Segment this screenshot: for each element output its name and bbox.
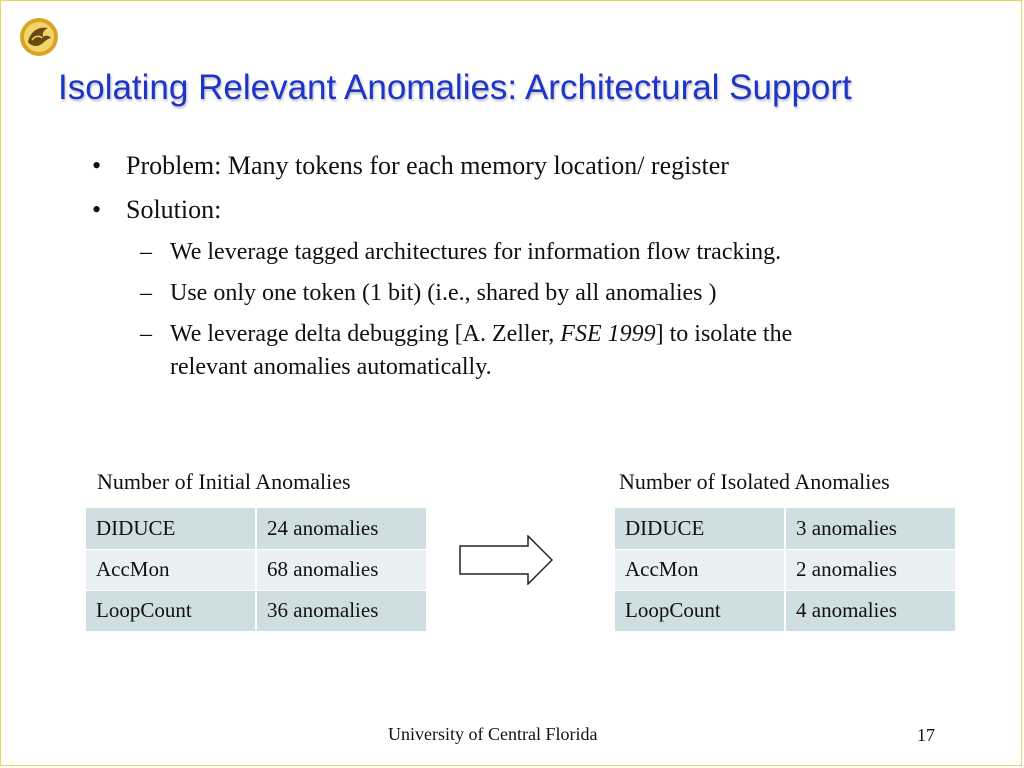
tool-cell: DIDUCE (615, 508, 785, 549)
initial-anomalies-table (86, 508, 426, 632)
bullet-problem-text: Problem: Many tokens for each memory location/ register (126, 151, 729, 180)
count-cell: 4 anomalies (785, 590, 955, 631)
table-row (86, 549, 426, 590)
table-row (615, 508, 955, 549)
tool-cell: AccMon (615, 549, 785, 590)
bullet-dot-icon: • (92, 195, 102, 224)
page-number: 17 (917, 725, 935, 745)
sub-bullet-one-token-text: Use only one token (1 bit) (i.e., shared by all anomalies ) (170, 280, 717, 306)
pegasus-logo-icon (18, 16, 60, 58)
bullet-dot-icon: • (92, 151, 102, 180)
sub-bullet-one-token (92, 277, 870, 310)
count-cell: 2 anomalies (785, 549, 955, 590)
sub-bullet-delta-citation: FSE 1999 (560, 321, 656, 347)
count-cell: 3 anomalies (785, 508, 955, 549)
count-cell: 68 anomalies (256, 549, 426, 590)
tool-cell: DIDUCE (86, 508, 256, 549)
table-row (86, 508, 426, 549)
sub-bullet-dash: – (140, 239, 152, 265)
footer-university: University of Central Florida (388, 724, 598, 744)
bullet-solution (92, 194, 952, 226)
count-cell: 24 anomalies (256, 508, 426, 549)
table-row (86, 590, 426, 631)
sub-bullet-dash: – (140, 321, 152, 347)
table-row (615, 590, 955, 631)
sub-bullet-dash: – (140, 280, 152, 306)
isolated-anomalies-label: Number of Isolated Anomalies (619, 469, 890, 494)
sub-bullet-delta-post: ] to isolate the relevant anomalies automatically. (170, 321, 793, 380)
tool-cell: LoopCount (86, 590, 256, 631)
sub-bullet-delta-pre: We leverage delta debugging [A. Zeller, (170, 321, 561, 347)
tool-cell: AccMon (86, 549, 256, 590)
isolated-anomalies-table (615, 508, 955, 632)
slide-title: Isolating Relevant Anomalies: Architectural Support (58, 68, 852, 107)
table-row (615, 549, 955, 590)
bullet-problem (92, 150, 952, 182)
sub-bullet-tagged-text: We leverage tagged architectures for information flow tracking. (170, 239, 782, 265)
initial-anomalies-label: Number of Initial Anomalies (97, 469, 351, 494)
sub-bullet-delta (92, 318, 870, 384)
tool-cell: LoopCount (615, 590, 785, 631)
sub-bullet-tagged (92, 236, 870, 269)
right-arrow-icon (458, 535, 554, 585)
count-cell: 36 anomalies (256, 590, 426, 631)
bullet-list (92, 150, 952, 392)
bullet-solution-text: Solution: (126, 195, 222, 224)
